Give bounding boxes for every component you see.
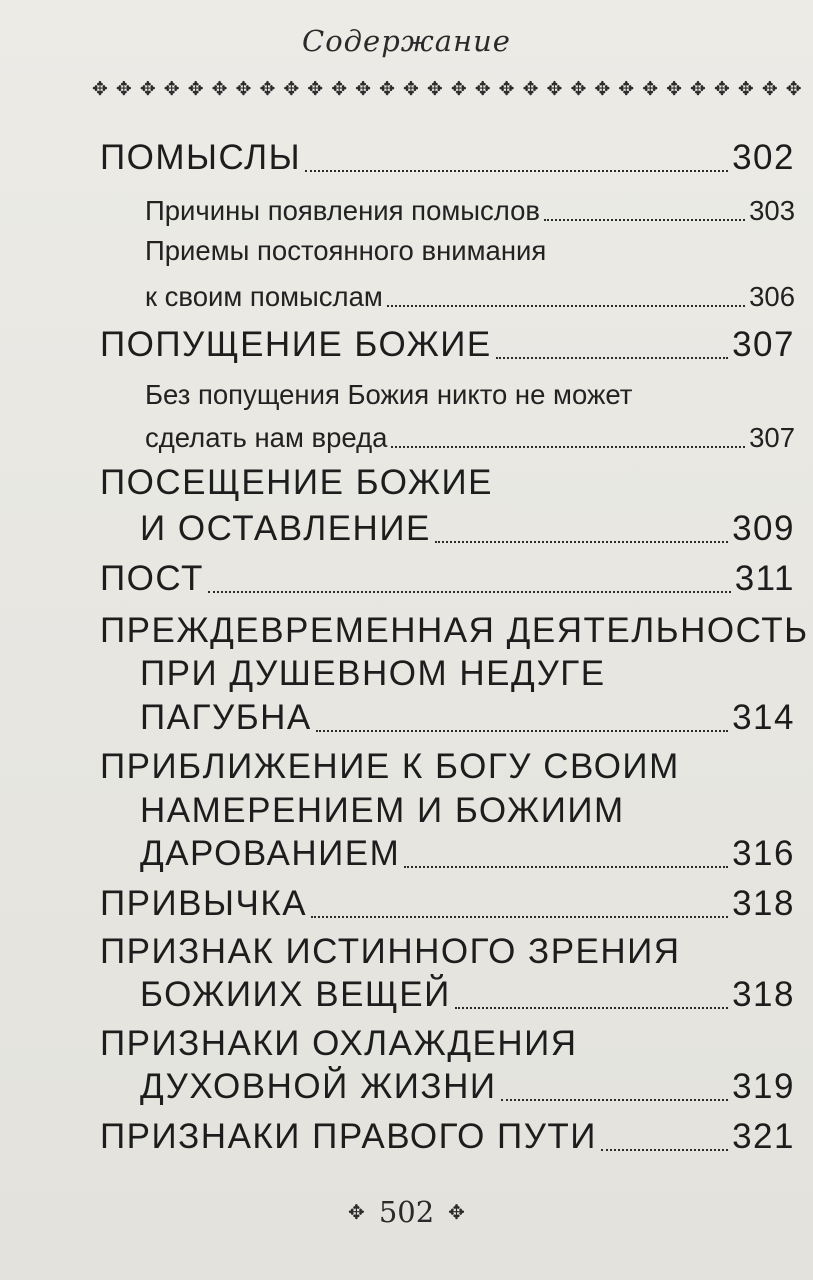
cross-ornament-icon: ✥ xyxy=(187,77,204,100)
dot-leader xyxy=(305,170,728,172)
toc-entry-title: ПРИВЫЧКА xyxy=(100,884,308,923)
toc-entry xyxy=(140,696,795,740)
toc-entry-title-line: Приемы постоянного внимания xyxy=(145,235,547,266)
toc-entry xyxy=(140,507,795,551)
toc-subentry xyxy=(145,279,795,315)
toc-entry-title: ПОМЫСЛЫ xyxy=(100,138,302,177)
toc-page-number: 302 xyxy=(732,138,795,177)
toc-entry xyxy=(100,1115,795,1159)
toc-entry-title-line: НАМЕРЕНИЕМ И БОЖИИМ xyxy=(140,791,625,830)
toc-entry-title: Причины появления помыслов xyxy=(145,195,541,226)
toc-subentry xyxy=(145,420,795,456)
cross-ornament-icon: ✥ xyxy=(618,77,635,100)
cross-ornament-icon: ✥ xyxy=(690,77,706,100)
page-number: 502 xyxy=(378,1195,435,1229)
toc-entry-title-line: Без попущения Божия никто не может xyxy=(145,379,633,410)
toc-entry-title: сделать нам вреда xyxy=(145,422,388,453)
toc-entry-title: БОЖИИХ ВЕЩЕЙ xyxy=(140,975,451,1014)
toc-entry-title: ПРИЗНАКИ ПРАВОГО ПУТИ xyxy=(100,1117,597,1156)
cross-ornament-icon: ✥ xyxy=(348,1200,365,1224)
toc-page-number: 307 xyxy=(732,325,795,364)
dot-leader xyxy=(208,591,731,593)
dot-leader xyxy=(501,1099,729,1101)
cross-ornament-icon: ✥ xyxy=(642,77,659,100)
toc-entry xyxy=(100,323,795,367)
running-head: Содержание xyxy=(302,24,511,58)
cross-ornament-icon: ✥ xyxy=(737,77,754,100)
toc-page-number: 314 xyxy=(732,698,795,737)
cross-ornament-icon: ✥ xyxy=(474,77,491,100)
toc-page-number: 311 xyxy=(734,559,795,598)
dot-leader xyxy=(391,446,745,448)
toc-entry-title-line: ПРЕЖДЕВРЕМЕННАЯ ДЕЯТЕЛЬНОСТЬ xyxy=(100,611,809,650)
dot-leader xyxy=(316,730,728,732)
dot-leader xyxy=(387,305,745,307)
toc-page-number: 321 xyxy=(732,1117,795,1156)
dot-leader xyxy=(544,219,745,221)
cross-ornament-icon: ✥ xyxy=(761,77,778,100)
cross-ornament-icon: ✥ xyxy=(379,77,395,100)
toc-subentry xyxy=(145,193,795,229)
ornament-divider xyxy=(92,72,802,106)
cross-ornament-icon: ✥ xyxy=(307,77,324,100)
cross-ornament-icon: ✥ xyxy=(594,77,611,100)
dot-leader xyxy=(455,1007,728,1009)
dot-leader xyxy=(496,357,728,359)
toc-entry-title-line: ПРИ ДУШЕВНОМ НЕДУГЕ xyxy=(140,654,606,693)
toc-entry xyxy=(100,557,795,601)
toc-page-number: 307 xyxy=(749,422,795,453)
toc-entry-title-line: ПРИЗНАК ИСТИННОГО ЗРЕНИЯ xyxy=(100,932,681,971)
cross-ornament-icon: ✥ xyxy=(713,77,730,100)
toc-entry-title-line: ПОСЕЩЕНИЕ БОЖИЕ xyxy=(100,463,494,502)
cross-ornament-icon: ✥ xyxy=(522,77,539,100)
toc-entry-title-line: ПРИБЛИЖЕНИЕ К БОГУ СВОИМ xyxy=(100,747,680,786)
toc-page-number: 319 xyxy=(732,1067,795,1106)
cross-ornament-icon: ✥ xyxy=(139,77,156,100)
toc-entry-title: ПОПУЩЕНИЕ БОЖИЕ xyxy=(100,325,492,364)
toc-entry-title: И ОСТАВЛЕНИЕ xyxy=(140,509,431,548)
cross-ornament-icon: ✥ xyxy=(211,77,228,100)
cross-ornament-icon: ✥ xyxy=(259,77,276,100)
cross-ornament-icon: ✥ xyxy=(570,77,587,100)
toc-entry-title: ПАГУБНА xyxy=(140,698,312,737)
cross-ornament-icon: ✥ xyxy=(331,77,348,100)
toc-entry-title: ДУХОВНОЙ ЖИЗНИ xyxy=(140,1067,497,1106)
cross-ornament-icon: ✥ xyxy=(402,77,419,100)
toc-entry xyxy=(140,832,795,876)
toc-entry xyxy=(100,882,795,926)
toc-entry-title: ПОСТ xyxy=(100,559,204,598)
cross-ornament-icon: ✥ xyxy=(785,77,802,100)
cross-ornament-icon: ✥ xyxy=(235,77,252,100)
dot-leader xyxy=(435,541,728,543)
dot-leader xyxy=(311,916,728,918)
toc-entry xyxy=(100,136,795,180)
cross-ornament-icon: ✥ xyxy=(450,77,467,100)
toc-page-number: 318 xyxy=(732,975,795,1014)
toc-entry xyxy=(140,973,795,1017)
toc-page-number: 303 xyxy=(749,195,795,226)
cross-ornament-icon: ✥ xyxy=(92,77,108,100)
cross-ornament-icon: ✥ xyxy=(355,77,372,100)
toc-page-number: 316 xyxy=(732,834,795,873)
dot-leader xyxy=(404,866,728,868)
page-folio xyxy=(0,1195,813,1229)
cross-ornament-icon: ✥ xyxy=(426,77,443,100)
toc-entry-title: к своим помыслам xyxy=(145,281,383,312)
cross-ornament-icon: ✥ xyxy=(666,77,683,100)
cross-ornament-icon: ✥ xyxy=(546,77,563,100)
toc-page-number: 306 xyxy=(749,281,795,312)
toc-entry-title-line: ПРИЗНАКИ ОХЛАЖДЕНИЯ xyxy=(100,1024,578,1063)
cross-ornament-icon: ✥ xyxy=(448,1200,465,1224)
dot-leader xyxy=(601,1149,728,1151)
toc-page-number: 318 xyxy=(732,884,795,923)
toc-entry-title: ДАРОВАНИЕМ xyxy=(140,834,401,873)
cross-ornament-icon: ✥ xyxy=(498,77,515,100)
cross-ornament-icon: ✥ xyxy=(163,77,180,100)
cross-ornament-icon: ✥ xyxy=(115,77,132,100)
cross-ornament-icon: ✥ xyxy=(283,77,300,100)
toc-page-number: 309 xyxy=(732,509,795,548)
toc-entry xyxy=(140,1065,795,1109)
